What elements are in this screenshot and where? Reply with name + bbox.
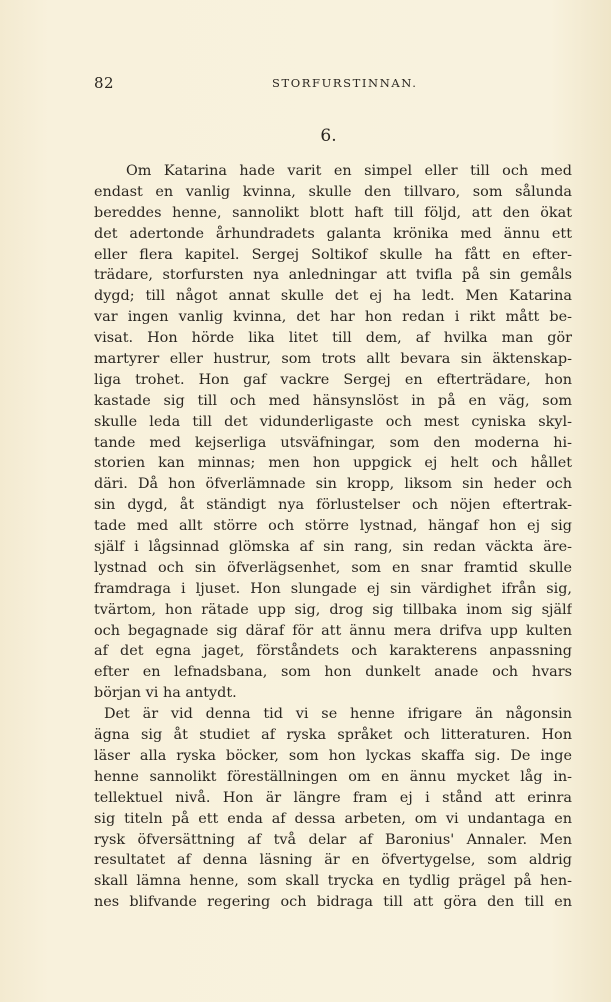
text-line: var ingen vanlig kvinna, det har hon redan i rikt mått be- [94, 309, 572, 326]
text-line: dygd; till något annat skulle det ej ha ledt. Men Katarina [94, 288, 572, 305]
text-line: endast en vanlig kvinna, skulle den tillvaro, som sålunda [94, 183, 572, 200]
text-line: själf i lågsinnad glömska af sin rang, sin redan väckta äre- [94, 539, 572, 556]
text-line: tvärtom, hon rätade upp sig, drog sig tillbaka inom sig själf [94, 601, 572, 618]
text-line: visat. Hon hörde lika litet till dem, af hvilka man gör [94, 330, 572, 347]
text-line: resultatet af denna läsning är en öfvertygelse, som aldrig [94, 852, 572, 869]
text-line: storien kan minnas; men hon uppgick ej helt och hållet [94, 455, 572, 472]
text-line: ägna sig åt studiet af ryska språket och litteraturen. Hon [94, 727, 572, 744]
text-line: sig titeln på ett enda af dessa arbeten, om vi undantaga en [94, 810, 572, 827]
text-line: och begagnade sig däraf för att ännu mera drifva upp kulten [94, 622, 572, 639]
text-line: trädare, storfursten nya anledningar att tvifla på sin gemåls [94, 267, 572, 284]
text-line: tade med allt större och större lystnad, hängaf hon ej sig [94, 518, 572, 535]
text-line: martyrer eller hustrur, som trots allt bevara sin äktenskap- [94, 351, 572, 368]
section-number: 6. [320, 126, 337, 146]
text-line: Om Katarina hade varit en simpel eller till och med [126, 163, 572, 179]
text-line: bereddes henne, sannolikt blott haft till följd, att den ökat [94, 204, 572, 221]
body-text [94, 161, 572, 913]
page-number: 82 [94, 74, 115, 92]
text-line: eller flera kapitel. Sergej Soltikof skulle ha fått en efter- [94, 246, 572, 263]
text-line: däri. Då hon öfverlämnade sin kropp, liksom sin heder och [94, 476, 572, 493]
text-line: Det är vid denna tid vi se henne ifrigare än någonsin [104, 706, 572, 723]
text-line: tande med kejserliga utsväfningar, som den moderna hi- [94, 434, 572, 451]
text-line: läser alla ryska böcker, som hon lyckas skaffa sig. De inge [94, 747, 572, 764]
running-head: STORFURSTINNAN. [272, 76, 418, 90]
text-line: skall lämna henne, som skall trycka en tydlig prägel på hen- [94, 873, 572, 890]
text-line: nes blifvande regering och bidraga till att göra den till en [94, 894, 572, 911]
text-line: henne sannolikt föreställningen om en ännu mycket låg in- [94, 768, 572, 785]
text-line: skulle leda till det vidunderligaste och mest cyniska skyl- [94, 413, 572, 430]
text-line: början vi ha antydt. [94, 685, 237, 702]
page-header [94, 74, 572, 94]
text-line: sin dygd, åt ständigt nya förlustelser och nöjen eftertrak- [94, 497, 572, 514]
text-line: framdraga i ljuset. Hon slungade ej sin värdighet ifrån sig, [94, 580, 572, 597]
text-line: tellektuel nivå. Hon är längre fram ej i stånd att erinra [94, 789, 572, 806]
text-line: det adertonde århundradets galanta krönika med ännu ett [94, 225, 572, 242]
text-line: af det egna jaget, förståndets och karakterens anpassning [94, 643, 572, 660]
text-line: kastade sig till och med hänsynslöst in på en väg, som [94, 392, 572, 409]
text-line: lystnad och sin öfverlägsenhet, som en snar framtid skulle [94, 559, 572, 576]
text-line: efter en lefnadsbana, som hon dunkelt anade och hvars [94, 664, 572, 681]
text-line: liga trohet. Hon gaf vackre Sergej en efterträdare, hon [94, 371, 572, 388]
text-line: rysk öfversättning af två delar af Baronius' Annaler. Men [94, 831, 572, 848]
